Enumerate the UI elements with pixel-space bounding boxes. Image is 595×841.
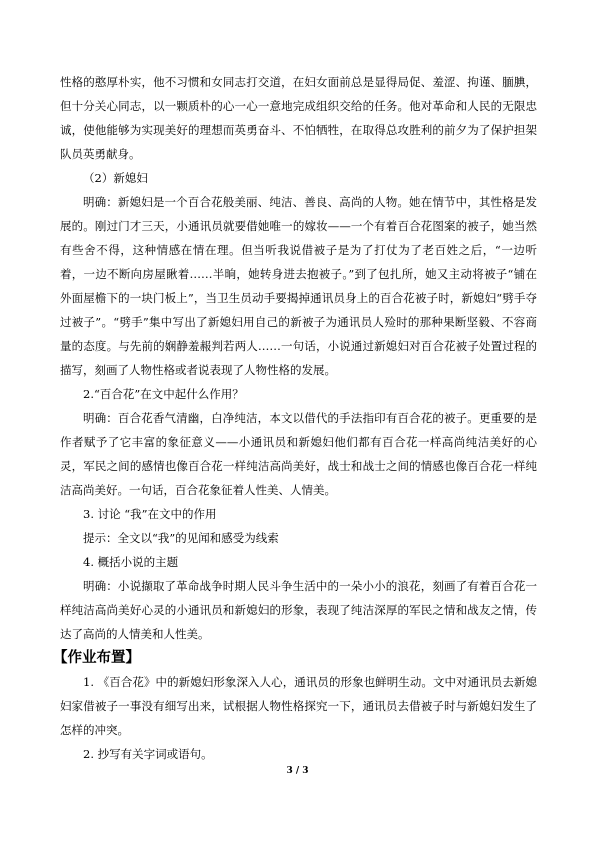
homework-item-2: 2. 抄写有关字词或语句。 [83,747,213,761]
homework-heading: 【作业布置】 [53,650,140,666]
question-theme: 4. 概括小说的主题 [83,555,179,569]
homework-item-1: 1. 《百合花》中的新媳妇形象深入人心，通讯员的形象也鲜明生动。文中对通讯员去新媳妇家借被子一事没有细写出来，试根据人物性格探究一下，通讯员去借被子时与新媳妇发生了怎样的冲突。 [60,675,537,737]
paragraph-theme-answer: 明确：小说撷取了革命战争时期人民斗争生活中的一朵小小的浪花，刻画了有着百合花一样纯洁高尚美好心灵的小通讯员和新媳妇的形象，表现了纯洁深厚的军民之情和战友之情，传达了高尚的人情美和人性美。 [60,579,537,641]
paragraph-character-analysis-continued: 性格的憨厚朴实，他不习惯和女同志打交道，在妇女面前总是显得局促、羞涩、拘谨、腼腆，但十分关心同志，以一颗质朴的心一心一意地完成组织交给的任务。他对革命和人民的无限忠诚，使他能够为实现美好的理想而英勇奋斗、不怕牺牲，在取得总攻胜利的前夕为了保护担架队员英勇献身。 [60,75,537,161]
question-lily-role: 2.“百合花”在文中起什么作用？ [83,387,244,401]
paragraph-new-bride-analysis: 明确：新媳妇是一个百合花般美丽、纯洁、善良、高尚的人物。她在情节中，其性格是发展的。刚过门才三天，小通讯员就要借她唯一的嫁妆——一个有着百合花图案的被子，她当然有些舍不得，这种情感在情在理。但当听我说借被子是为了打仗为了老百姓之后，“一边听着，一边不断向房屋瞅着……半晌，她转身进去抱被子。”到了包扎所，她又主动将被子“铺在外面屋檐下的一块门板上”，当卫生员动手要揭掉通讯员身上的百合花被子时，新媳妇“劈手夺过被子”。“劈手”集中写出了新媳妇用自己的新被子为通讯员人殓时的那种果断坚毅、不容商量的态度。与先前的娴静羞赧判若两人……一句话，小说通过新媳妇对百合花被子处置过程的描写，刻画了人物性格或者说表现了人物性格的发展。 [60,195,537,377]
subheading-new-bride: （2）新媳妇 [83,171,148,185]
paragraph-lily-role-answer: 明确：百合花香气清幽，白净纯洁，本文以借代的手法指印有百合花的被子。更重要的是作者赋予了它丰富的象征意义——小通讯员和新媳妇他们都有百合花一样高尚纯洁美好的心灵，军民之间的感情也像百合花一样纯洁高尚美好，战士和战士之间的情感也像百合花一样纯洁高尚美好。一句话，百合花象征着人性美、人情美。 [60,411,537,497]
document-body [53,70,537,766]
page-number: 3 / 3 [286,766,309,776]
hint-narrator-role: 提示：全文以“我”的见闻和感受为线索 [83,531,279,545]
question-narrator-role: 3. 讨论 “我”在文中的作用 [83,507,217,521]
